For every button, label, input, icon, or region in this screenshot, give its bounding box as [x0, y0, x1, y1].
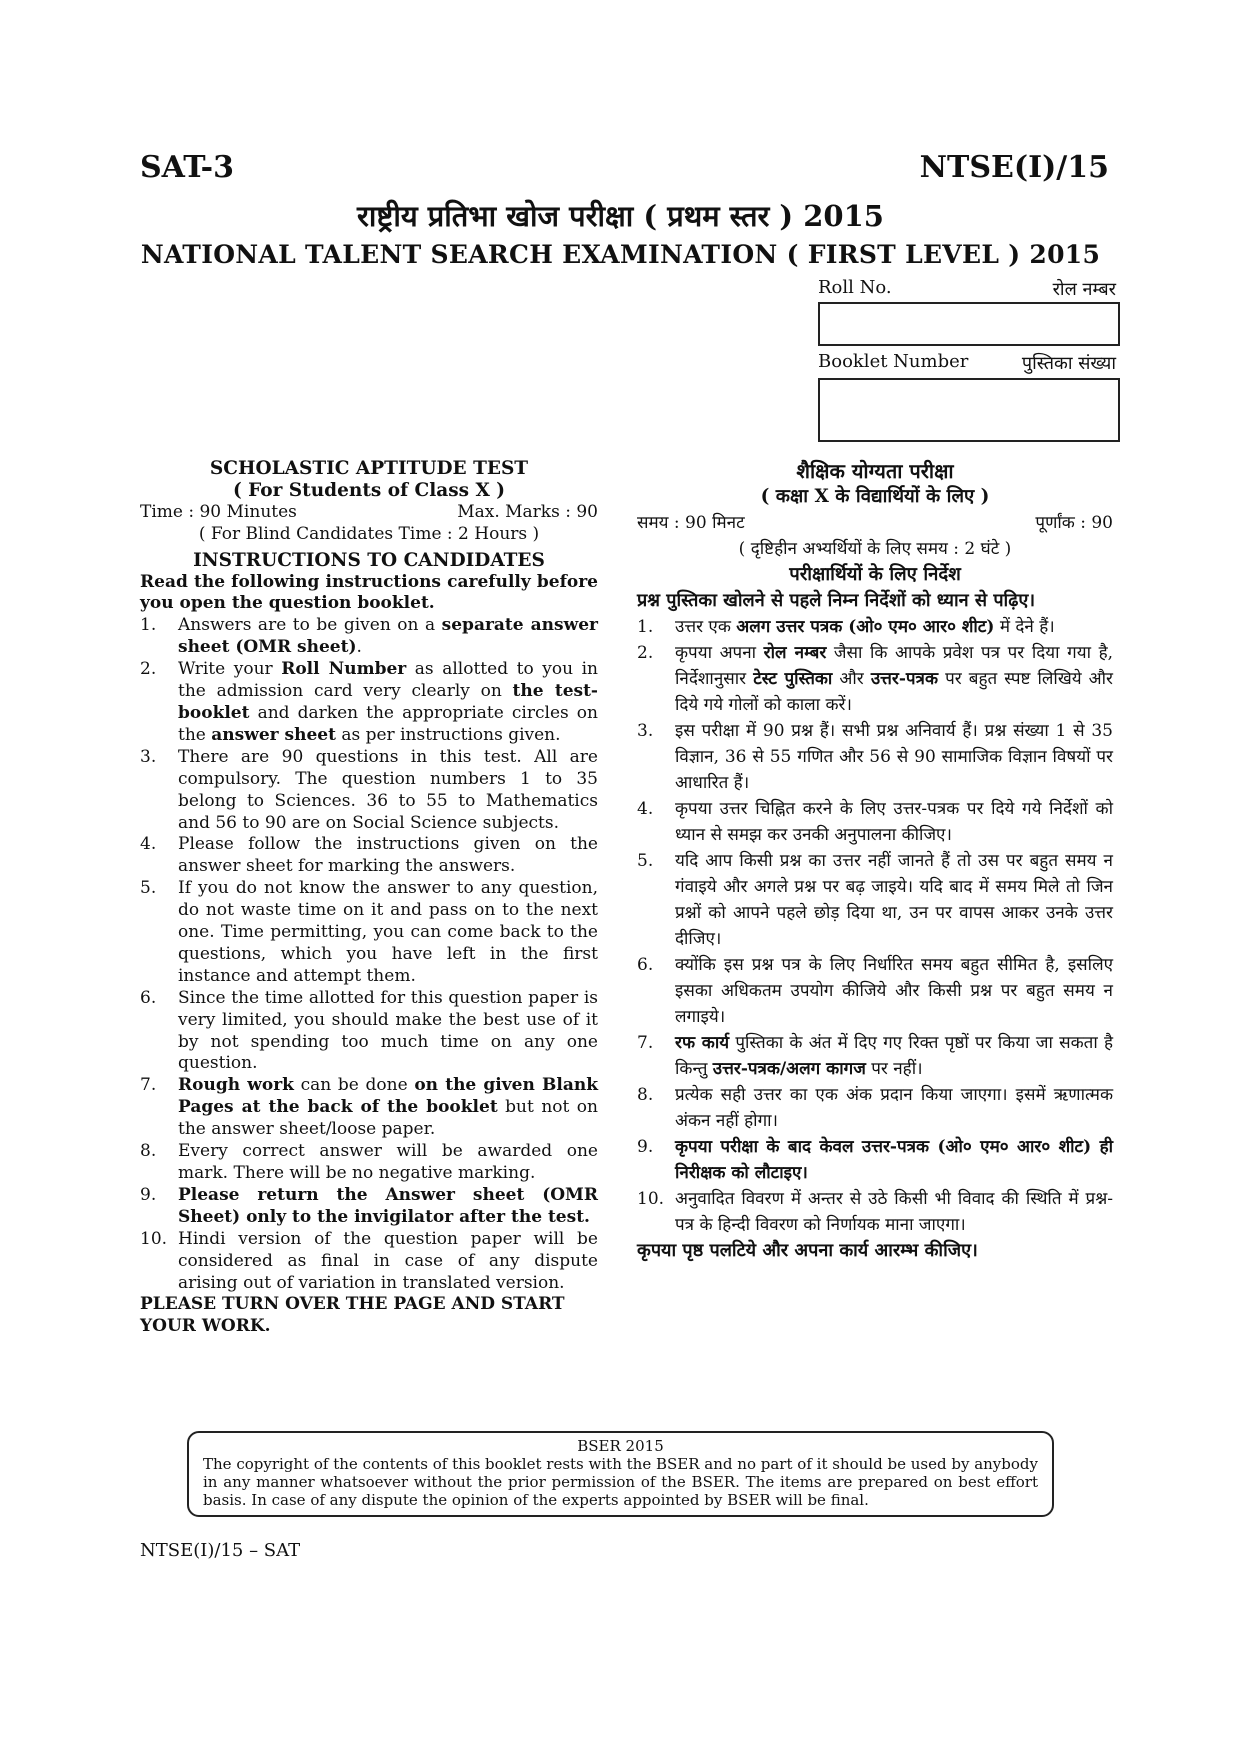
- roll-label-hi: रोल नम्बर: [1052, 279, 1116, 300]
- instruction-item: [140, 659, 598, 747]
- instruction-text: Please follow the instructions given on the answer sheet for marking the answers.: [178, 834, 598, 877]
- max-marks-hindi: पूर्णांक : 90: [1035, 513, 1113, 533]
- exam-title-hindi: राष्ट्रीय प्रतिभा खोज परीक्षा ( प्रथम स्तर ) 2015: [357, 199, 884, 233]
- roll-label-en: Roll No.: [818, 277, 892, 298]
- roll-number-label: [818, 277, 1116, 301]
- instruction-item: [140, 1141, 598, 1185]
- instruction-text: Answers are to be given on a separate answer sheet (OMR sheet).: [178, 615, 598, 658]
- max-marks: Max. Marks : 90: [457, 501, 598, 522]
- instruction-number: 6.: [140, 987, 157, 1008]
- instruction-text: Please return the Answer sheet (OMR Sheet) only to the invigilator after the test.: [178, 1184, 598, 1227]
- instruction-item: [140, 1229, 598, 1295]
- time-limit-hindi: समय : 90 मिनट: [637, 513, 745, 533]
- instruction-item: [637, 1134, 1113, 1186]
- instruction-text: अनुवादित विवरण में अन्तर से उठे किसी भी विवाद की स्थिति में प्रश्न-पत्र के हिन्दी विवरण को निर्णायक माना जाएगा।: [675, 1189, 1113, 1235]
- instruction-text: कृपया उत्तर चिह्नित करने के लिए उत्तर-पत्रक पर दिये गये निर्देशों को ध्यान से समझ कर उनकी अनुपालना कीजिए।: [675, 799, 1113, 845]
- instruction-item: [140, 615, 598, 659]
- paper-code: SAT-3: [140, 150, 234, 185]
- blind-candidates-time-hindi: ( दृष्टिहीन अभ्यर्थियों के लिए समय : 2 घंटे ): [738, 539, 1012, 559]
- hindi-instruction-list: [637, 614, 1113, 1238]
- instruction-number: 10.: [637, 1189, 665, 1209]
- instruction-number: 9.: [140, 1184, 157, 1205]
- instruction-item: [140, 1075, 598, 1141]
- instruction-text: If you do not know the answer to any question, do not waste time on it and pass on to the next one. Time permitting, you can come back to the questions, which you have left in the first instance and attempt them.: [178, 878, 598, 986]
- instruction-text: क्योंकि इस प्रश्न पत्र के लिए निर्धारित समय बहुत सीमित है, इसलिए इसका अधिकतम उपयोग कीजिये और किसी प्रश्न पर बहुत समय न लगाइये।: [675, 955, 1113, 1027]
- time-marks-row-hindi: [637, 510, 1113, 536]
- instruction-text: Rough work can be done on the given Blank Pages at the back of the booklet but not on the answer sheet/loose paper.: [178, 1075, 598, 1140]
- instruction-number: 5.: [140, 878, 157, 899]
- exam-title-english: NATIONAL TALENT SEARCH EXAMINATION ( FIRST LEVEL ) 2015: [140, 240, 1101, 269]
- instruction-text: Write your Roll Number as allotted to you in the admission card very clearly on the test-booklet and darken the appropriate circles on the answer sheet as per instructions given.: [178, 659, 599, 745]
- instruction-text: Every correct answer will be awarded one mark. There will be no negative marking.: [178, 1141, 598, 1183]
- instruction-item: [637, 640, 1113, 718]
- test-title: SCHOLASTIC APTITUDE TEST: [209, 458, 529, 479]
- class-line-hindi: ( कक्षा X के विद्यार्थियों के लिए ): [760, 486, 990, 507]
- roll-number-box[interactable]: [818, 302, 1120, 346]
- instruction-number: 3.: [140, 746, 157, 767]
- instruction-text: There are 90 questions in this test. All are compulsory. The question numbers 1 to 35 belong to Sciences. 36 to 55 to Mathematics and 56 to 90 are on Social Science subjects.: [178, 746, 598, 833]
- instructions-heading: INSTRUCTIONS TO CANDIDATES: [193, 549, 545, 571]
- booklet-label-en: Booklet Number: [818, 351, 969, 372]
- instruction-number: 8.: [140, 1141, 157, 1162]
- copyright-title: BSER 2015: [577, 1437, 664, 1455]
- time-limit: Time : 90 Minutes: [140, 501, 297, 522]
- instruction-number: 9.: [637, 1137, 654, 1157]
- instruction-number: 6.: [637, 955, 654, 975]
- instruction-number: 2.: [140, 659, 157, 680]
- instruction-item: [140, 1185, 598, 1229]
- instruction-number: 10.: [140, 1228, 168, 1249]
- instruction-number: 4.: [637, 799, 654, 819]
- instruction-item: [140, 834, 598, 878]
- instruction-number: 7.: [637, 1033, 654, 1053]
- instruction-item: [637, 848, 1113, 952]
- english-instructions: [140, 458, 598, 1338]
- instruction-item: [637, 718, 1113, 796]
- hindi-instructions: [637, 458, 1113, 1264]
- instruction-item: [140, 747, 598, 835]
- read-first-note: Read the following instructions carefully before you open the question booklet.: [140, 571, 598, 614]
- booklet-number-box[interactable]: [818, 378, 1120, 442]
- instruction-text: इस परीक्षा में 90 प्रश्न हैं। सभी प्रश्न अनिवार्य हैं। प्रश्न संख्या 1 से 35 विज्ञान, 36 से 55 गणित और 56 से 90 सामाजिक विज्ञान विषयों पर आधारित हैं।: [675, 721, 1113, 793]
- instruction-number: 1.: [637, 617, 654, 637]
- instruction-text: कृपया अपना रोल नम्बर जैसा कि आपके प्रवेश पत्र पर दिया गया है, निर्देशानुसार टेस्ट पुस्तिका और उत्तर-पत्रक पर बहुत स्पष्ट लिखिये और दिये गये गोलों को काला करें।: [675, 643, 1114, 715]
- instruction-item: [637, 952, 1113, 1030]
- read-first-note-hindi: प्रश्न पुस्तिका खोलने से पहले निम्न निर्देशों को ध्यान से पढ़िए।: [637, 590, 1036, 611]
- instruction-text: रफ कार्य पुस्तिका के अंत में दिए गए रिक्त पृष्ठों पर किया जा सकता है किन्तु उत्तर-पत्रक/अलग कागज पर नहीं।: [675, 1033, 1113, 1079]
- instruction-number: 7.: [140, 1075, 157, 1096]
- instruction-text: यदि आप किसी प्रश्न का उत्तर नहीं जानते हैं तो उस पर बहुत समय न गंवाइये और अगले प्रश्न पर बढ़ जाइये। यदि बाद में समय मिले तो जिन प्रश्नों को आपने पहले छोड़ दिया था, उन पर वापस आकर उनके उत्तर दीजिए।: [675, 851, 1113, 949]
- instructions-heading-hindi: परीक्षार्थियों के लिए निर्देश: [789, 564, 961, 585]
- instruction-item: [140, 878, 598, 988]
- instruction-item: [637, 1186, 1113, 1238]
- closing-note: PLEASE TURN OVER THE PAGE AND START YOUR WORK.: [140, 1294, 565, 1337]
- instruction-number: 3.: [637, 721, 654, 741]
- closing-note-hindi: कृपया पृष्ठ पलटिये और अपना कार्य आरम्भ कीजिए।: [637, 1240, 978, 1261]
- page-footer-code: NTSE(I)/15 – SAT: [140, 1540, 301, 1561]
- copyright-box: [187, 1431, 1054, 1517]
- exam-code: NTSE(I)/15: [919, 150, 1109, 185]
- copyright-text: The copyright of the contents of this booklet rests with the BSER and no part of it should be used by anybody in any manner whatsoever without the prior permission of the BSER. The items are prepared on best effort basis. In case of any dispute the opinion of the experts appointed by BSER will be final.: [203, 1455, 1038, 1509]
- time-marks-row: [140, 502, 598, 524]
- instruction-number: 4.: [140, 834, 157, 855]
- booklet-label-hi: पुस्तिका संख्या: [1021, 353, 1116, 374]
- instruction-text: Since the time allotted for this question paper is very limited, you should make the best use of it by not spending too much time on any one question.: [178, 987, 598, 1074]
- test-title-hindi: शैक्षिक योग्यता परीक्षा: [796, 459, 954, 483]
- instruction-number: 8.: [637, 1085, 654, 1105]
- instruction-text: प्रत्येक सही उत्तर का एक अंक प्रदान किया जाएगा। इसमें ऋणात्मक अंकन नहीं होगा।: [675, 1085, 1113, 1131]
- instruction-text: कृपया परीक्षा के बाद केवल उत्तर-पत्रक (ओ० एम० आर० शीट) ही निरीक्षक को लौटाइए।: [675, 1137, 1113, 1183]
- instruction-number: 1.: [140, 615, 157, 636]
- blind-candidates-time: ( For Blind Candidates Time : 2 Hours ): [198, 523, 540, 544]
- instruction-item: [637, 1082, 1113, 1134]
- instruction-item: [637, 614, 1113, 640]
- instruction-number: 5.: [637, 851, 654, 871]
- english-instruction-list: [140, 615, 598, 1294]
- instruction-item: [637, 1030, 1113, 1082]
- instruction-text: Hindi version of the question paper will be considered as final in case of any dispute arising out of variation in translated version.: [178, 1228, 598, 1293]
- instruction-text: उत्तर एक अलग उत्तर पत्रक (ओ० एम० आर० शीट) में देने हैं।: [675, 617, 1055, 637]
- booklet-number-label: [818, 351, 1116, 375]
- instruction-number: 2.: [637, 643, 654, 663]
- instruction-item: [140, 988, 598, 1076]
- instruction-item: [637, 796, 1113, 848]
- class-line: ( For Students of Class X ): [232, 479, 506, 501]
